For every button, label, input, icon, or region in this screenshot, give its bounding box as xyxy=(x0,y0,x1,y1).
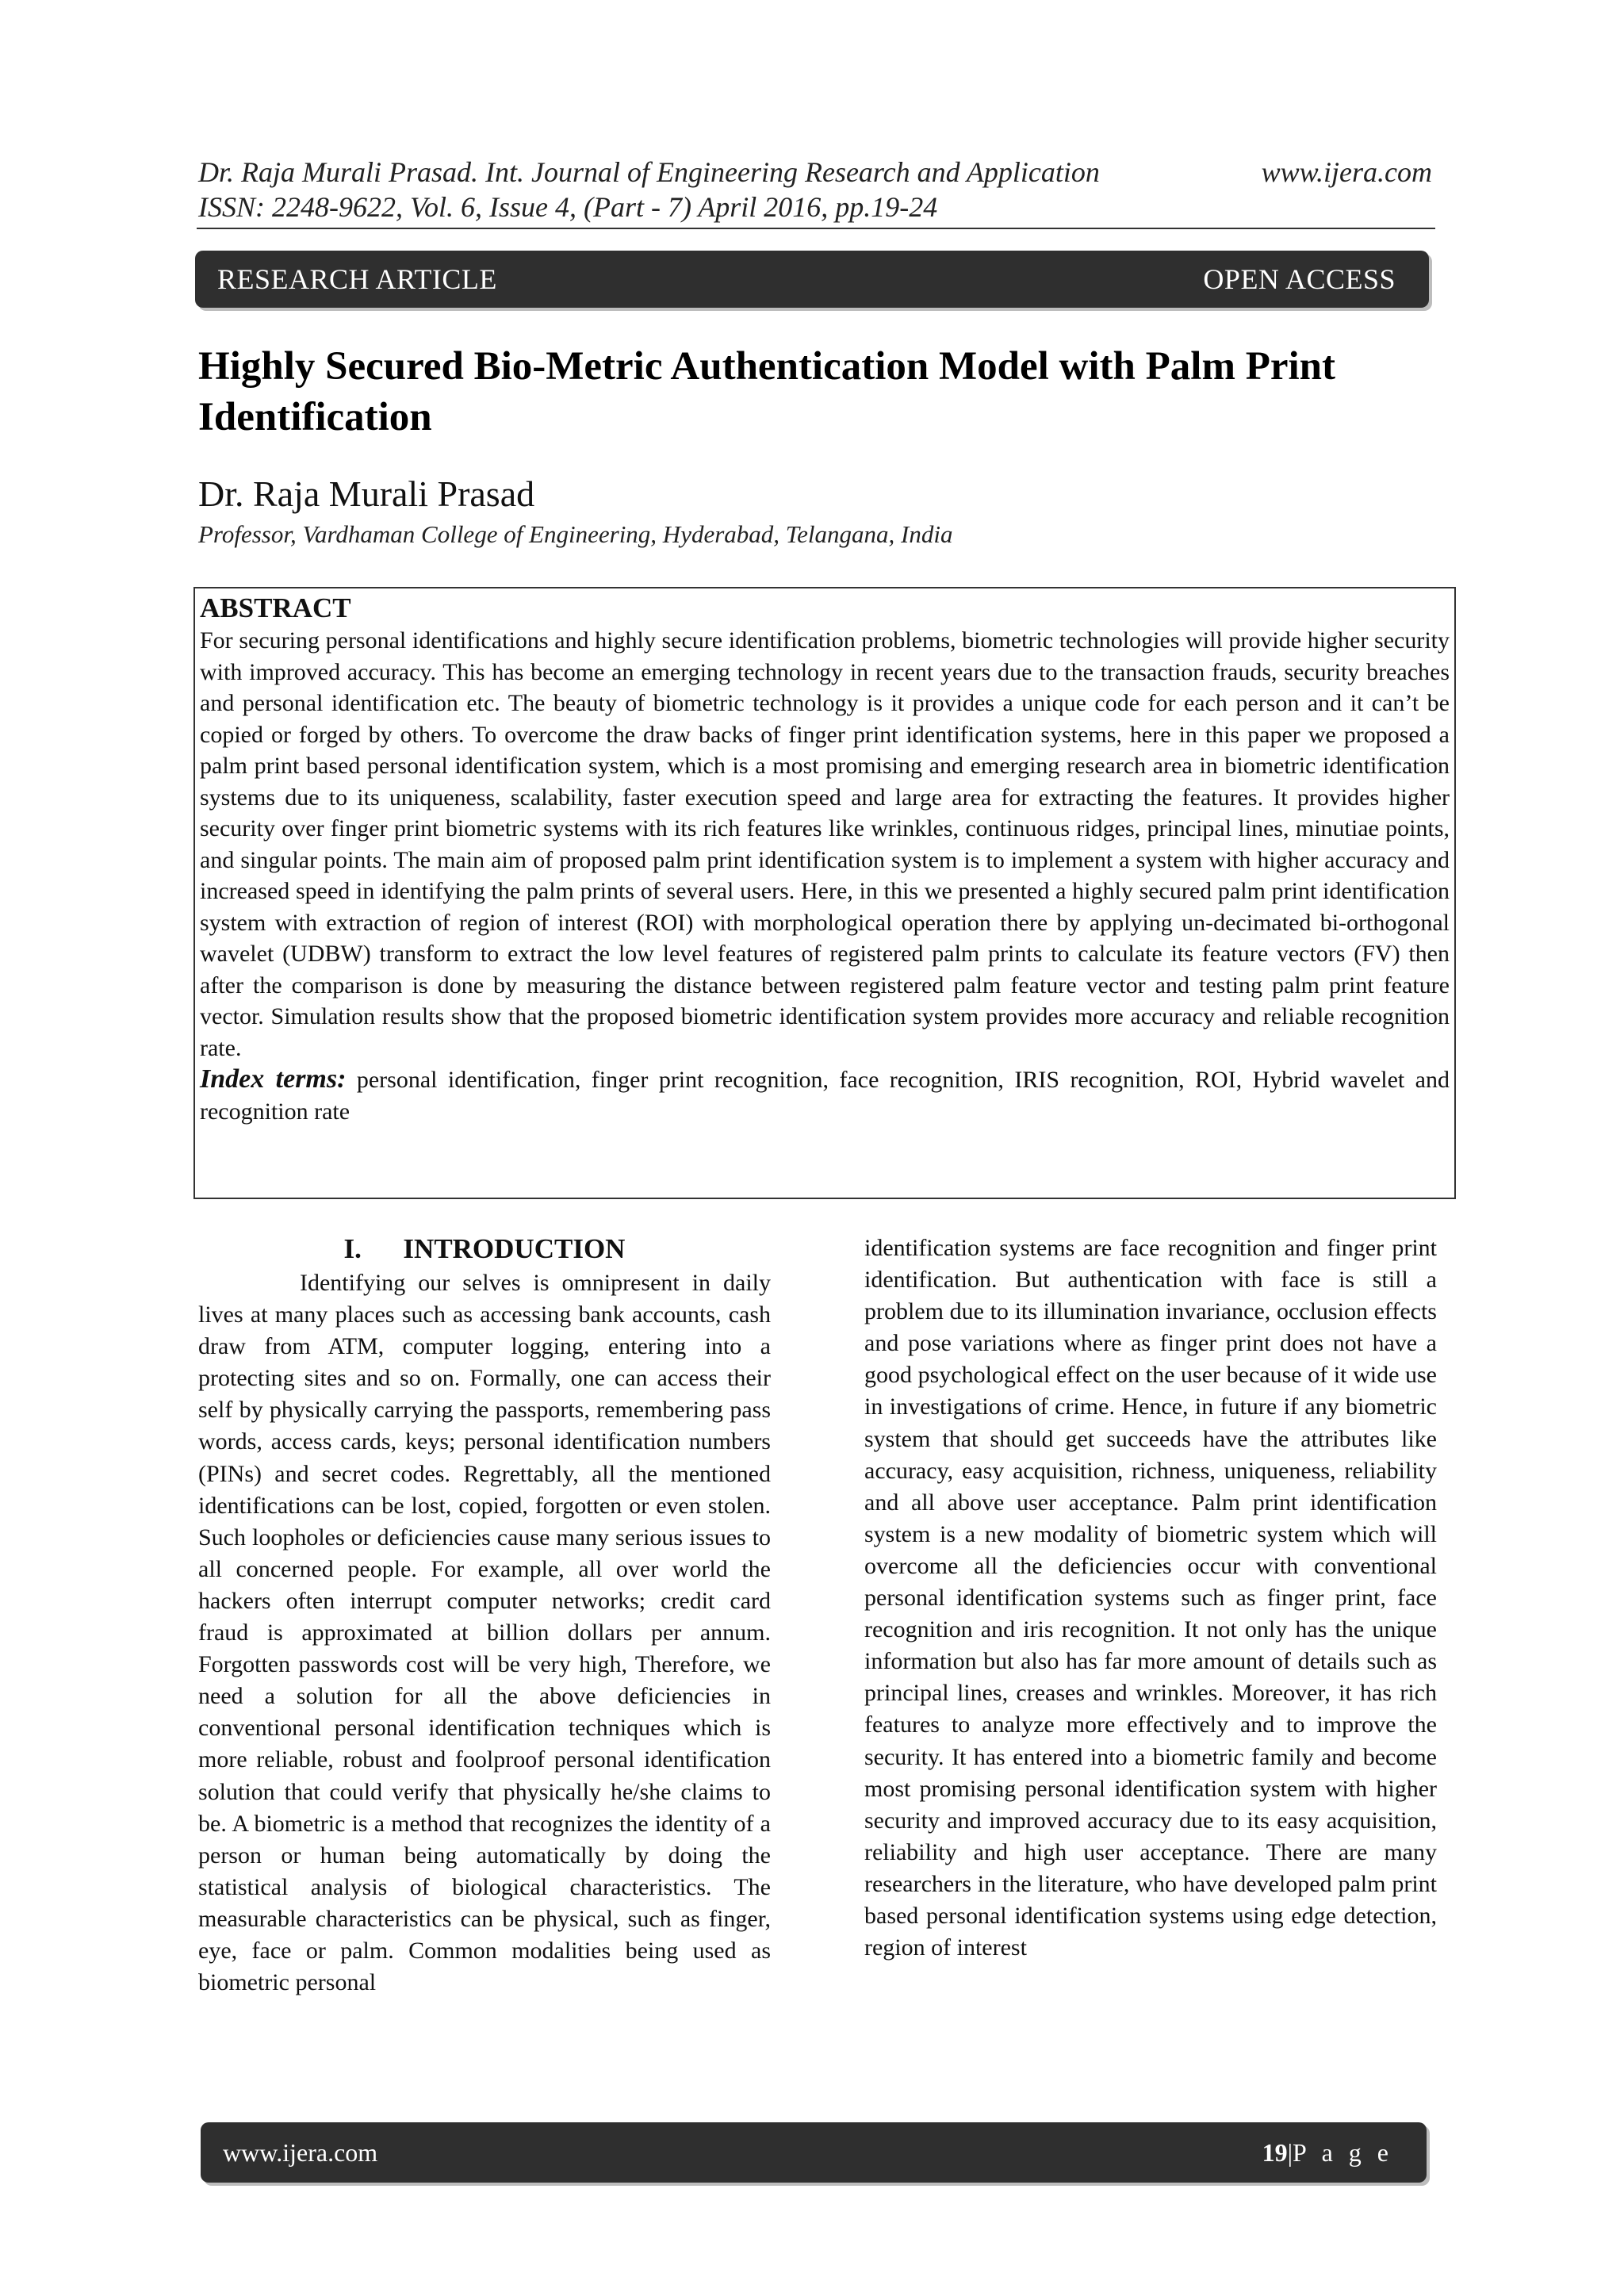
journal-citation: Dr. Raja Murali Prasad. Int. Journal of Engineering Research and Application xyxy=(198,156,1100,188)
abstract-box xyxy=(193,587,1456,1199)
article-type-label: RESEARCH ARTICLE xyxy=(217,263,497,295)
open-access-label: OPEN ACCESS xyxy=(1203,263,1396,295)
issn-line: ISSN: 2248-9622, Vol. 6, Issue 4, (Part - 7) April 2016, pp.19-24 xyxy=(198,191,938,223)
page-footer xyxy=(201,2122,1427,2183)
journal-website: www.ijera.com xyxy=(1261,156,1432,188)
column-left xyxy=(198,1232,771,1999)
page-separator: | xyxy=(1287,2137,1293,2167)
article-type-banner xyxy=(195,251,1429,308)
page-number: 19 xyxy=(1262,2137,1288,2167)
paper-title: Highly Secured Bio-Metric Authentication Model with Palm Print Identification xyxy=(198,344,1336,439)
index-terms-label: Index terms: xyxy=(200,1064,347,1094)
header-rule xyxy=(197,228,1435,229)
index-terms-text: personal identification, finger print recognition, face recognition, IRIS recognition, ROI, Hybrid wavelet and recognition rate xyxy=(200,1067,1450,1125)
introduction-paragraph-left: Identifying our selves is omnipresent in daily lives at many places such as accessing bank accounts, cash draw from ATM, computer logging, entering into a protecting sites and so on. Formally, one can access their self by physically carrying the passports, remembering pass words, access cards, keys; personal identification numbers (PINs) and secret codes. Regrettably, all the mentioned identifications can be lost, copied, forgotten or even stolen. Such loopholes or deficiencies cause many serious issues to all concerned people. For example, all over world the hackers often interrupt computer networks; credit card fraud is approximated at billion dollars per annum. Forgotten passwords cost will be very high, Therefore, we need a solution for all the above deficiencies in conventional personal identification techniques which is more reliable, robust and foolproof personal identification solution that could verify that physically he/she claims to be. A biometric is a method that recognizes the identity of a person or human being automatically by doing the statistical analysis of biological characteristics. The measurable characteristics can be physical, such as finger, eye, face or palm. Common modalities being used as biometric personal xyxy=(198,1270,771,1996)
abstract-heading: ABSTRACT xyxy=(200,592,351,623)
section-heading-introduction: I. INTRODUCTION xyxy=(343,1233,626,1264)
index-terms xyxy=(200,1064,1450,1127)
page-word: P a g e xyxy=(1292,2137,1393,2167)
footer-website: www.ijera.com xyxy=(223,2137,378,2167)
abstract-body: For securing personal identifications and highly secure identification problems, biometric technologies will provide higher security with improved accuracy. This has become an emerging technology in recent years due to the transaction frauds, security breaches and personal identification etc. The beauty of biometric technology is it provides a unique code for each person and it can’t be copied or forged by others. To overcome the draw backs of finger print identification systems, here in this paper we proposed a palm print based personal identification system, which is a most promising and emerging research area in biometric identification systems due to its uniqueness, scalability, faster execution speed and large area for extracting the features. It provides higher security over finger print biometric systems with its rich features like wrinkles, continuous ridges, principal lines, minutiae points, and singular points. The main aim of proposed palm print identification system is to implement a system with higher accuracy and increased speed in identifying the palm prints of several users. Here, in this we presented a highly secured palm print identification system with extraction of region of interest (ROI) with morphological operation there by applying un-decimated bi-orthogonal wavelet (UDBW) transform to extract the low level features of registered palm prints to calculate its feature vectors (FV) then after the comparison is done by measuring the distance between registered palm feature vector and testing palm print feature vector. Simulation results show that the proposed biometric identification system provides more accuracy and reliable recognition rate. xyxy=(200,627,1450,1061)
author-affiliation: Professor, Vardhaman College of Engineering, Hyderabad, Telangana, India xyxy=(198,520,953,548)
introduction-paragraph-right: identification systems are face recognition and finger print identification. But authentication with face is still a problem due to its illumination invariance, occlusion effects and pose variations where as finger print does not have a good psychological effect on the user because of it wide use in investigations of crime. Hence, in future if any biometric system that should get succeeds have the attributes like accuracy, easy acquisition, richness, uniqueness, reliability and all above user acceptance. Palm print identification system is a new modality of biometric system which will overcome all the deficiencies occur with conventional personal identification systems such as finger print, face recognition and iris recognition. It not only has the unique information but also has far more amount of details such as principal lines, creases and wrinkles. Moreover, it has rich features to analyze more effectively and to improve the security. It has entered into a biometric family and become most promising personal identification system with higher security and improved accuracy due to its easy acquisition, reliability and high user acceptance. There are many researchers in the literature, who have developed palm print based personal identification systems using edge detection, region of interest xyxy=(864,1235,1437,1961)
author-name: Dr. Raja Murali Prasad xyxy=(198,473,535,514)
running-head xyxy=(198,155,1432,224)
column-right xyxy=(864,1232,1437,1964)
page-indicator xyxy=(1262,2138,1393,2168)
